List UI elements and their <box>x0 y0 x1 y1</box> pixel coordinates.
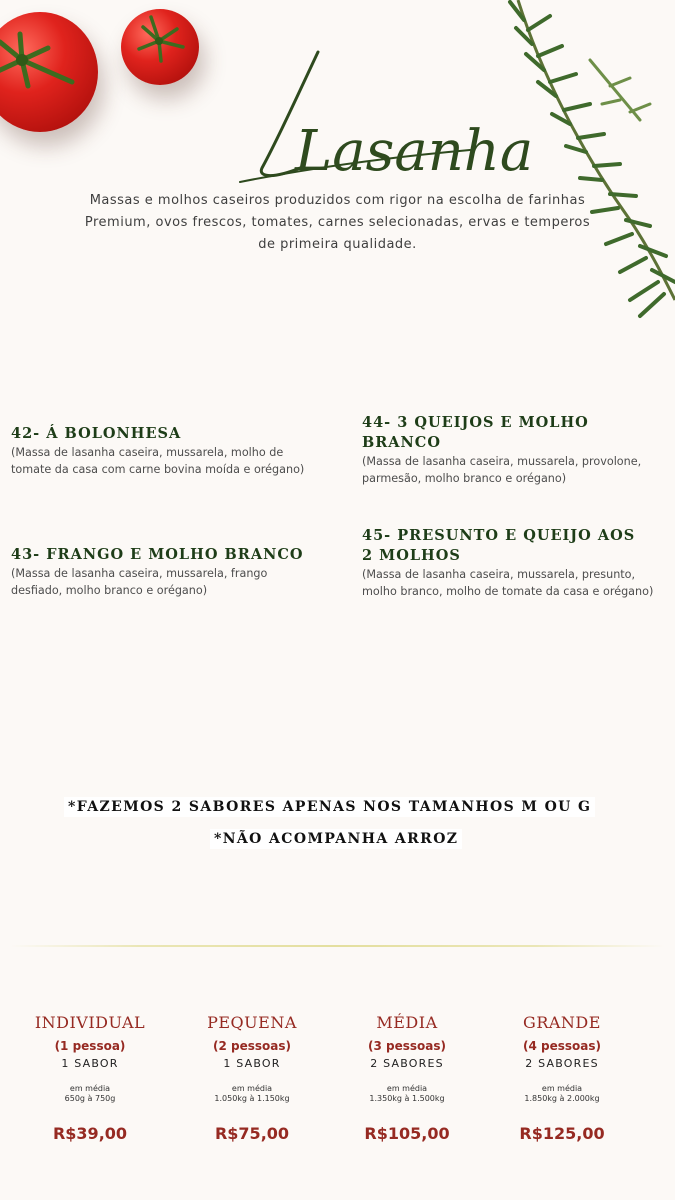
menu-item-description: (Massa de lasanha caseira, mussarela, frango desfiado, molho branco e orégano) <box>11 567 268 597</box>
size-weight: 1.050kg à 1.150kg <box>214 1094 290 1103</box>
size-price: R$105,00 <box>364 1124 450 1143</box>
size-name: GRANDE <box>523 1013 601 1032</box>
size-average-label: em média <box>386 1084 428 1093</box>
size-option <box>482 1012 642 1143</box>
size-weight: 1.850kg à 2.000kg <box>524 1094 600 1103</box>
size-flavors: 1 SABOR <box>61 1057 119 1070</box>
menu-item <box>11 545 311 599</box>
intro-text: Massas e molhos caseiros produzidos com rigor na escolha de farinhas Premium, ovos frescos, tomates, carnes selecionadas, ervas e temperos de primeira qualidade. <box>84 193 591 252</box>
size-people: (1 pessoa) <box>54 1039 126 1053</box>
menu-item <box>362 413 662 487</box>
menu-item <box>362 526 662 600</box>
size-flavors: 1 SABOR <box>223 1057 281 1070</box>
menu-item-description: (Massa de lasanha caseira, mussarela, presunto, molho branco, molho de tomate da casa e orégano) <box>362 568 654 598</box>
divider <box>10 945 665 947</box>
size-name: PEQUENA <box>207 1013 297 1032</box>
size-price: R$75,00 <box>214 1124 290 1143</box>
size-average-label: em média <box>69 1084 111 1093</box>
size-option <box>327 1012 487 1143</box>
size-weight: 650g à 750g <box>64 1094 116 1103</box>
size-people: (2 pessoas) <box>213 1039 291 1053</box>
menu-item-title: 45- PRESUNTO E QUEIJO AOS 2 MOLHOS <box>362 527 636 564</box>
menu-item-title: 43- FRANGO E MOLHO BRANCO <box>11 546 304 563</box>
size-name: INDIVIDUAL <box>34 1013 146 1032</box>
size-flavors: 2 SABORES <box>370 1057 444 1070</box>
size-option <box>10 1012 170 1143</box>
menu-item <box>11 424 311 478</box>
menu-item-title: 44- 3 QUEIJOS E MOLHO BRANCO <box>362 414 589 451</box>
size-people: (3 pessoas) <box>368 1039 446 1053</box>
menu-item-description: (Massa de lasanha caseira, mussarela, molho de tomate da casa com carne bovina moída e orégano) <box>11 446 305 476</box>
size-price: R$39,00 <box>52 1124 128 1143</box>
menu-item-description: (Massa de lasanha caseira, mussarela, provolone, parmesão, molho branco e orégano) <box>362 455 642 485</box>
page-title <box>0 40 675 190</box>
no-rice-notice: *NÃO ACOMPANHA ARROZ <box>210 829 462 849</box>
size-average-label: em média <box>231 1084 273 1093</box>
size-price: R$125,00 <box>519 1124 605 1143</box>
size-option <box>172 1012 332 1143</box>
size-name: MÉDIA <box>376 1013 438 1032</box>
size-flavors: 2 SABORES <box>525 1057 599 1070</box>
two-flavors-notice: *FAZEMOS 2 SABORES APENAS NOS TAMANHOS M OU G <box>64 797 595 817</box>
size-people: (4 pessoas) <box>523 1039 601 1053</box>
menu-item-title: 42- Á BOLONHESA <box>11 425 182 442</box>
size-weight: 1.350kg à 1.500kg <box>369 1094 445 1103</box>
page-title-text: Lasanha <box>295 119 534 184</box>
size-average-label: em média <box>541 1084 583 1093</box>
